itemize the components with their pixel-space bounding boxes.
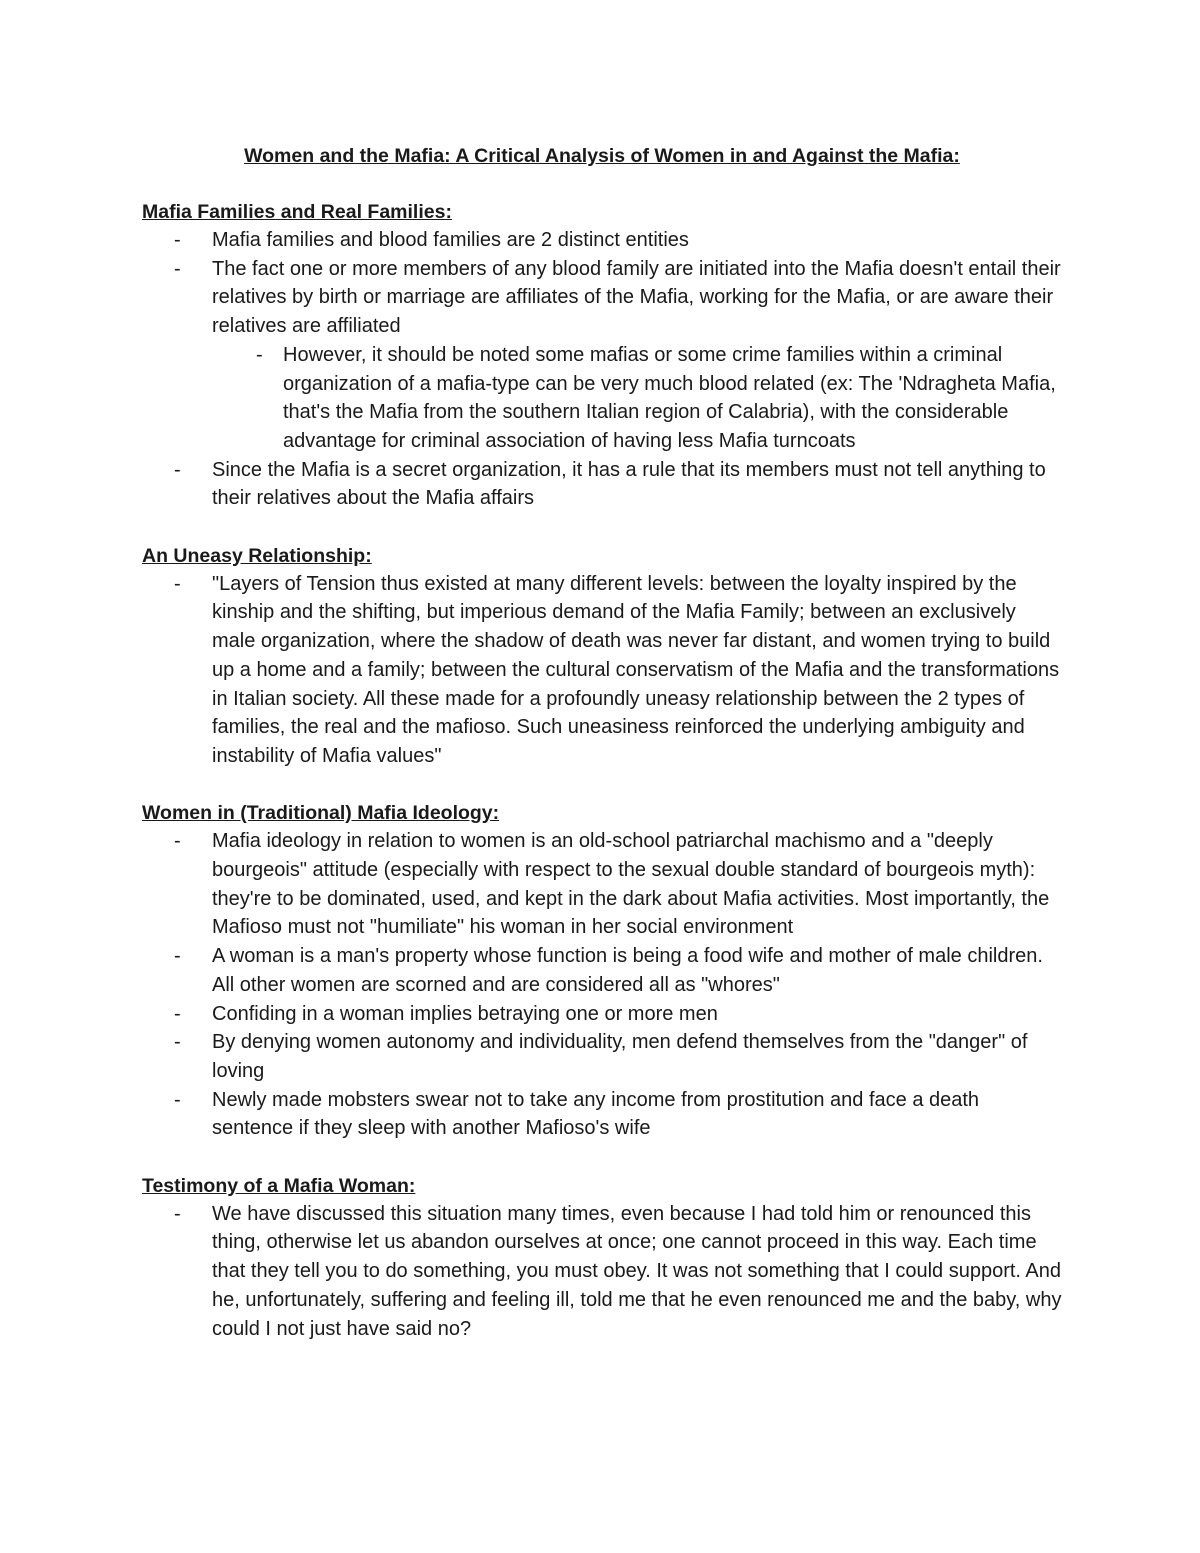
list-item-text: The fact one or more members of any blood family are initiated into the Mafia doesn't entail their relatives by birth or marriage are affiliates of the Mafia, working for the Mafia, or are aware their relatives are affiliated (212, 257, 1061, 338)
bullet-list (142, 827, 1062, 1143)
section-mafia-ideology (142, 799, 1062, 1143)
list-item: - Mafia ideology in relation to women is an old-school patriarchal machismo and a "deeply bourgeois" attitude (especially with respect to the sexual double standard of bourgeois myth): they're to be dominated, used, and kept in the dark about Mafia activities. Most importantly, the Mafioso must not "humiliate" his woman in her social environment (142, 827, 1062, 942)
bullet-list (142, 570, 1062, 771)
bullet-list (142, 1200, 1062, 1344)
list-item: - "Layers of Tension thus existed at many different levels: between the loyalty inspired by the kinship and the shifting, but imperious demand of the Mafia Family; between an exclusively male organization, where the shadow of death was never far distant, and women trying to build up a home and a family; between the cultural conservatism of the Mafia and the transformations in Italian society. All these made for a profoundly uneasy relationship between the 2 types of families, the real and the mafioso. Such uneasiness reinforced the underlying ambiguity and instability of Mafia values" (142, 570, 1062, 771)
list-item: - A woman is a man's property whose function is being a food wife and mother of male children. All other women are scorned and are considered all as "whores" (142, 942, 1062, 999)
section-heading: Testimony of a Mafia Woman: (142, 1174, 416, 1197)
section-heading: Women in (Traditional) Mafia Ideology: (142, 802, 500, 825)
sub-bullet-list (212, 341, 1062, 456)
document-title: Women and the Mafia: A Critical Analysis of Women in and Against the Mafia: (244, 145, 960, 167)
list-item: - Mafia families and blood families are 2 distinct entities (142, 226, 1062, 255)
section-heading: Mafia Families and Real Families: (142, 201, 452, 223)
list-item: - By denying women autonomy and individuality, men defend themselves from the "danger" of loving (142, 1028, 1062, 1085)
sub-list-item: - However, it should be noted some mafias or some crime families within a criminal organization of a mafia-type can be very much blood related (ex: The 'Ndragheta Mafia, that's the Mafia from the southern Italian region of Calabria), with the considerable advantage for criminal association of having less Mafia turncoats (212, 341, 1062, 456)
list-item: - Confiding in a woman implies betraying one or more men (142, 1000, 1062, 1029)
section-testimony (142, 1172, 1062, 1344)
list-item: - We have discussed this situation many times, even because I had told him or renounced this thing, otherwise let us abandon ourselves at once; one cannot proceed in this way. Each time that they tell you to do something, you must obey. It was not something that I could support. And he, unfortunately, suffering and feeling ill, told me that he even renounced me and the baby, why could I not just have said no? (142, 1200, 1062, 1344)
document-page (142, 142, 1062, 1372)
section-heading: An Uneasy Relationship: (142, 544, 372, 567)
bullet-list (142, 226, 1062, 513)
section-mafia-families (142, 198, 1062, 513)
list-item: - Newly made mobsters swear not to take any income from prostitution and face a death sentence if they sleep with another Mafioso's wife (142, 1086, 1062, 1143)
list-item (142, 255, 1062, 456)
list-item: - Since the Mafia is a secret organization, it has a rule that its members must not tell anything to their relatives about the Mafia affairs (142, 456, 1062, 513)
section-uneasy-relationship (142, 542, 1062, 771)
